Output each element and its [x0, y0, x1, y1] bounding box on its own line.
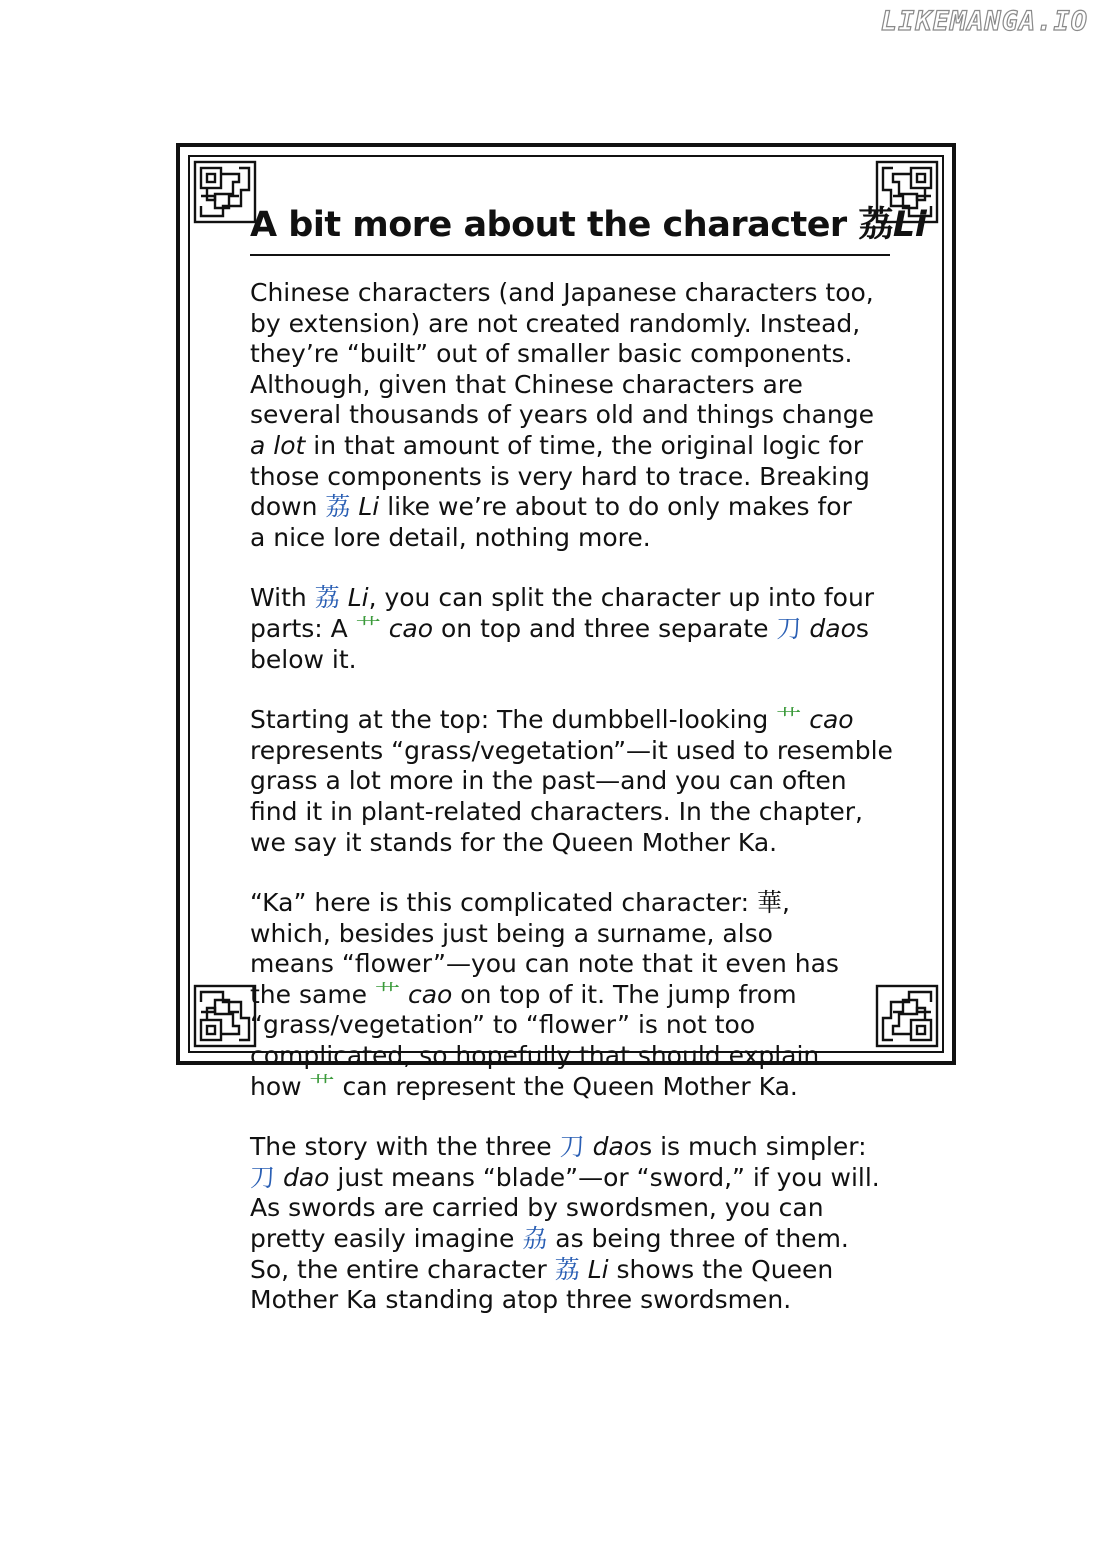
corner-ornament-icon [193, 984, 257, 1048]
cao-glyph: 艹 [309, 1071, 335, 1101]
title-glyph: 荔 [858, 204, 893, 245]
title-romaji: Li [892, 205, 927, 245]
dao-glyph: 刀 [559, 1132, 585, 1162]
paragraph-3: Starting at the top: The dumbbell-looking 艹 cao represents “grass/vegetation”—it used to resemble grass a lot more in the past—and you can often find it in plant-related characters. In the chapter, we say it stands for the Queen Mother Ka. [250, 705, 893, 857]
three-dao-glyph: 劦 [522, 1224, 548, 1254]
paragraph-4: “Ka” here is this complicated character: 華, which, besides just being a surname, also means “flower”—you can note that it even has the same 艹 cao on top of it. The jump from “grass/vegetation” to “flower” is not too complicated, so hopefully that should explain how 艹 can represent the Queen Mother Ka. [250, 888, 839, 1101]
dao-glyph: 刀 [776, 613, 802, 643]
article-body [250, 278, 893, 1316]
cao-glyph: 艹 [776, 705, 802, 735]
cao-glyph: 艹 [375, 979, 401, 1009]
corner-ornament-icon [193, 160, 257, 224]
paragraph-2: With 荔 Li, you can split the character up into four parts: A 艹 cao on top and three separate 刀 daos below it. [250, 583, 875, 674]
li-glyph: 荔 [554, 1254, 580, 1284]
page-title: A bit more about the character 荔Li [250, 200, 890, 256]
article [250, 200, 927, 1346]
paragraph-1: Chinese characters (and Japanese characters too, by extension) are not created randomly. Instead, they’re “built” out of smaller basic components. Although, given that Chinese characters are several thousands of years old and things change a lot in that amount of time, the original logic for those components is very hard to trace. Breaking down 荔 Li like we’re about to do only makes for a nice lore detail, nothing more. [250, 278, 874, 552]
paragraph-5: The story with the three 刀 daos is much simpler: 刀 dao just means “blade”—or “sword,” if you will. As swords are carried by swordsmen, you can pretty easily imagine 劦 as being three of them. So, the entire character 荔 Li shows the Queen Mother Ka standing atop three swordsmen. [250, 1132, 880, 1315]
cao-glyph: 艹 [355, 613, 381, 643]
li-glyph: 荔 [325, 492, 351, 522]
ka-glyph: 華 [756, 888, 782, 918]
dao-glyph: 刀 [250, 1162, 276, 1192]
watermark: LIKEMANGA.IO [880, 6, 1088, 37]
li-glyph: 荔 [314, 583, 340, 613]
